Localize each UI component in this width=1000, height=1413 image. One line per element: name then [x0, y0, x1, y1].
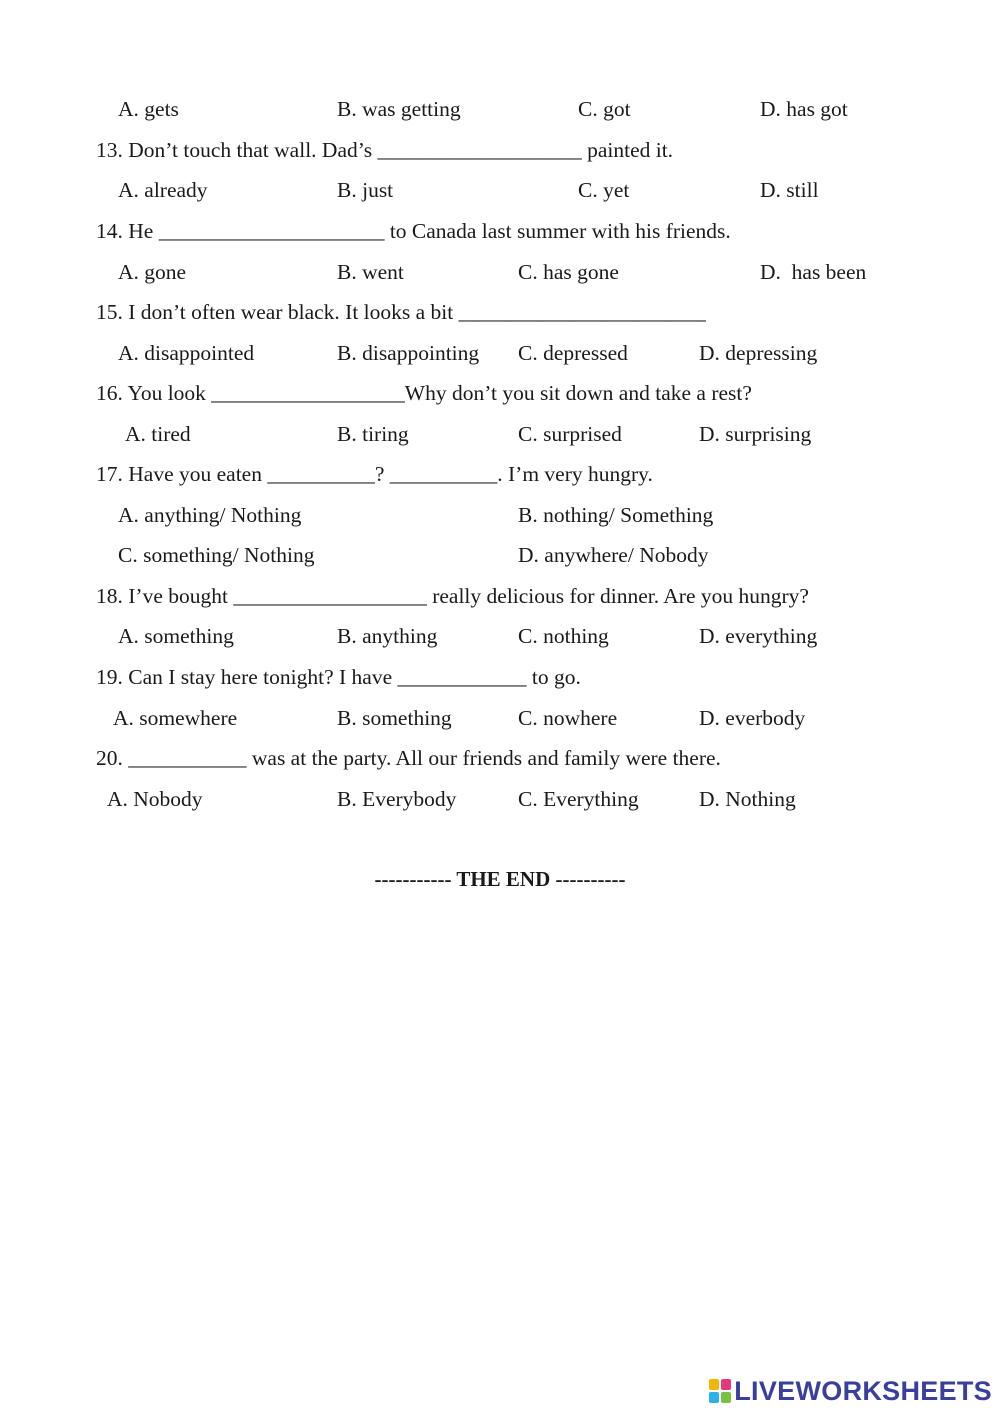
the-end-marker: ----------- THE END ----------: [374, 867, 626, 891]
question-16-option-b[interactable]: B. tiring: [337, 422, 409, 446]
question-17-option-c[interactable]: C. something/ Nothing: [118, 543, 315, 567]
question-15-option-c[interactable]: C. depressed: [518, 341, 628, 365]
question-20-option-c[interactable]: C. Everything: [518, 787, 639, 811]
question-14-option-c[interactable]: C. has gone: [518, 260, 619, 284]
question-19-option-d[interactable]: D. everbody: [699, 706, 806, 730]
question-13-option-d[interactable]: D. still: [760, 178, 819, 202]
option-a[interactable]: A. gets: [118, 97, 179, 121]
option-b[interactable]: B. was getting: [337, 97, 461, 121]
logo-tile-blue: [709, 1392, 719, 1403]
question-16-option-a[interactable]: A. tired: [125, 422, 191, 446]
question-15-option-b[interactable]: B. disappointing: [337, 341, 480, 365]
question-15-prompt: 15. I don’t often wear black. It looks a bit _______________________: [96, 300, 706, 324]
logo-tile-pink: [721, 1379, 731, 1390]
question-14-option-b[interactable]: B. went: [337, 260, 404, 284]
question-14-option-a[interactable]: A. gone: [118, 260, 187, 284]
question-17-prompt: 17. Have you eaten __________? __________. I’m very hungry.: [96, 462, 653, 486]
question-16-option-d[interactable]: D. surprising: [699, 422, 812, 446]
question-18-prompt: 18. I’ve bought __________________ really delicious for dinner. Are you hungry?: [96, 584, 809, 608]
option-c[interactable]: C. got: [578, 97, 631, 121]
logo-tile-yellow: [709, 1379, 719, 1390]
liveworksheets-logo-icon: [709, 1379, 731, 1403]
question-18-option-c[interactable]: C. nothing: [518, 624, 609, 648]
question-19-option-c[interactable]: C. nowhere: [518, 706, 618, 730]
question-18-option-d[interactable]: D. everything: [699, 624, 818, 648]
question-18-option-a[interactable]: A. something: [118, 624, 234, 648]
question-13-option-b[interactable]: B. just: [337, 178, 394, 202]
question-17-option-d[interactable]: D. anywhere/ Nobody: [518, 543, 709, 567]
liveworksheets-wordmark: LIVEWORKSHEETS: [734, 1375, 992, 1406]
question-16-prompt: 16. You look __________________Why don’t you sit down and take a rest?: [96, 381, 752, 405]
question-20-prompt: 20. ___________ was at the party. All our friends and family were there.: [96, 746, 721, 770]
question-14-prompt: 14. He _____________________ to Canada last summer with his friends.: [96, 219, 731, 243]
question-16-option-c[interactable]: C. surprised: [518, 422, 622, 446]
question-20-option-b[interactable]: B. Everybody: [337, 787, 457, 811]
question-13-prompt: 13. Don’t touch that wall. Dad’s ___________________ painted it.: [96, 138, 674, 162]
question-18-option-b[interactable]: B. anything: [337, 624, 438, 648]
question-13-option-c[interactable]: C. yet: [578, 178, 630, 202]
question-15-option-d[interactable]: D. depressing: [699, 341, 818, 365]
question-20-option-a[interactable]: A. Nobody: [107, 787, 203, 811]
question-13-option-a[interactable]: A. already: [118, 178, 208, 202]
question-17-option-b[interactable]: B. nothing/ Something: [518, 503, 714, 527]
question-19-option-a[interactable]: A. somewhere: [113, 706, 238, 730]
question-19-prompt: 19. Can I stay here tonight? I have ____________ to go.: [96, 665, 581, 689]
question-14-option-d[interactable]: D. has been: [760, 260, 867, 284]
logo-tile-green: [721, 1392, 731, 1403]
question-17-option-a[interactable]: A. anything/ Nothing: [118, 503, 302, 527]
option-d[interactable]: D. has got: [760, 97, 848, 121]
question-20-option-d[interactable]: D. Nothing: [699, 787, 796, 811]
question-19-option-b[interactable]: B. something: [337, 706, 452, 730]
question-15-option-a[interactable]: A. disappointed: [118, 341, 255, 365]
liveworksheets-brand: [709, 1375, 992, 1407]
